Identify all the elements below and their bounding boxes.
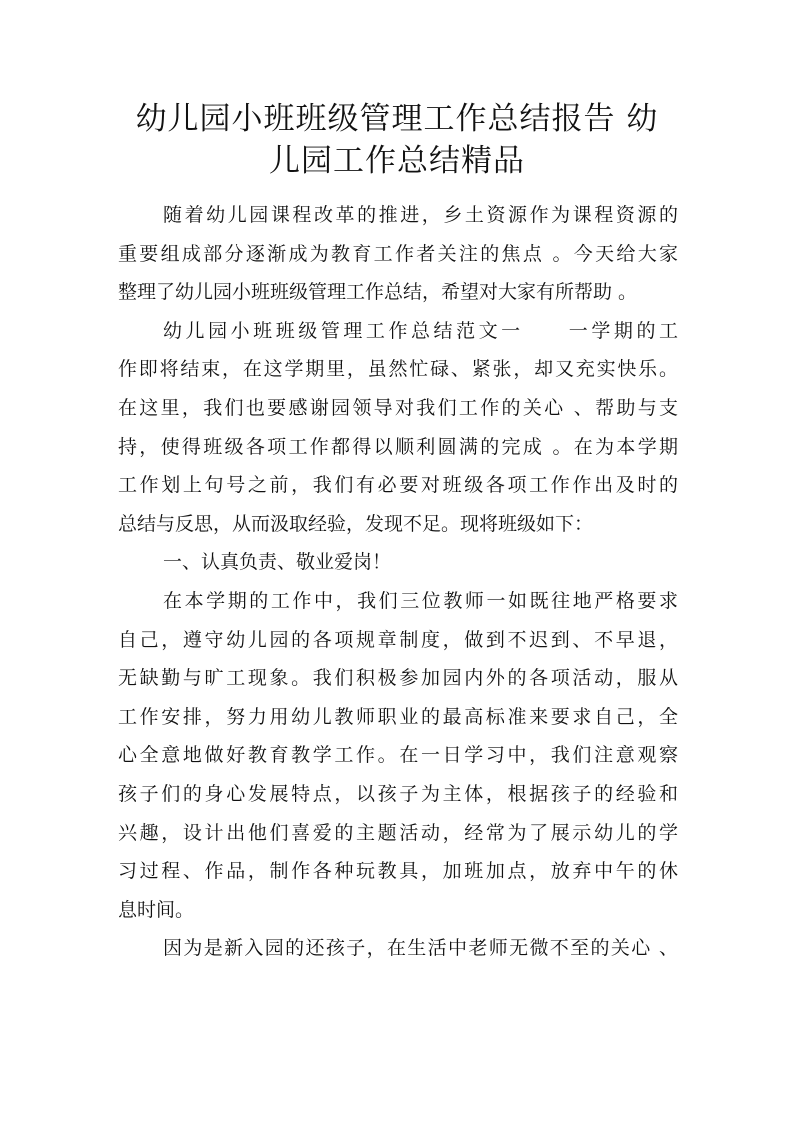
text-line: 工作安排，努力用幼儿教师职业的最高标准来要求自己，全 — [118, 705, 678, 728]
document-title — [100, 98, 694, 182]
text-line: 因为是新入园的还孩子，在生活中老师无微不至的关心 、 — [163, 937, 678, 960]
text-line: 幼儿园小班班级管理工作总结范文一 一学期的工 — [163, 319, 678, 342]
text-line: 自己，遵守幼儿园的各项规章制度，做到不迟到、不早退， — [118, 628, 678, 651]
text-line: 在本学期的工作中，我们三位教师一如既往地严格要求 — [163, 589, 678, 612]
text-line: 整理了幼儿园小班班级管理工作总结，希望对大家有所帮助 。 — [118, 281, 638, 304]
section-heading-text: 一、认真负责、敬业爱岗！ — [163, 551, 392, 574]
title-line-1: 幼儿园小班班级管理工作总结报告 幼 — [135, 101, 659, 137]
title-line-2: 儿园工作总结精品 — [269, 143, 525, 179]
document-body — [118, 196, 678, 968]
paragraph-section-one — [118, 582, 678, 929]
text-line: 习过程、作品，制作各种玩教具，加班加点，放弃中午的休 — [118, 860, 678, 883]
text-line: 工作划上句号之前，我们有必要对班级各项工作作出及时的 — [118, 474, 678, 497]
text-line: 作即将结束，在这学期里，虽然忙碌、紧张，却又充实快乐。 — [118, 358, 678, 381]
text-line: 持，使得班级各项工作都得以顺利圆满的完成 。在为本学期 — [118, 435, 678, 458]
paragraph-sample-one — [118, 312, 678, 544]
text-line: 总结与反思，从而汲取经验，发现不足。现将班级如下： — [118, 512, 594, 535]
text-line: 孩子们的身心发展特点，以孩子为主体，根据孩子的经验和 — [118, 782, 678, 805]
text-line: 重要组成部分逐渐成为教育工作者关注的焦点 。今天给大家 — [118, 242, 678, 265]
text-line: 心全意地做好教育教学工作。在一日学习中，我们注意观察 — [118, 744, 678, 767]
paragraph-new-children — [118, 929, 678, 968]
text-line: 无缺勤与旷工现象。我们积极参加园内外的各项活动，服从 — [118, 667, 678, 690]
section-heading — [118, 543, 678, 582]
text-line: 息时间。 — [118, 898, 195, 921]
text-line: 随着幼儿园课程改革的推进，乡土资源作为课程资源的 — [163, 204, 678, 226]
paragraph-intro — [118, 196, 678, 312]
text-line: 兴趣，设计出他们喜爱的主题活动，经常为了展示幼儿的学 — [118, 821, 678, 844]
text-line: 在这里，我们也要感谢园领导对我们工作的关心 、帮助与支 — [118, 396, 678, 419]
